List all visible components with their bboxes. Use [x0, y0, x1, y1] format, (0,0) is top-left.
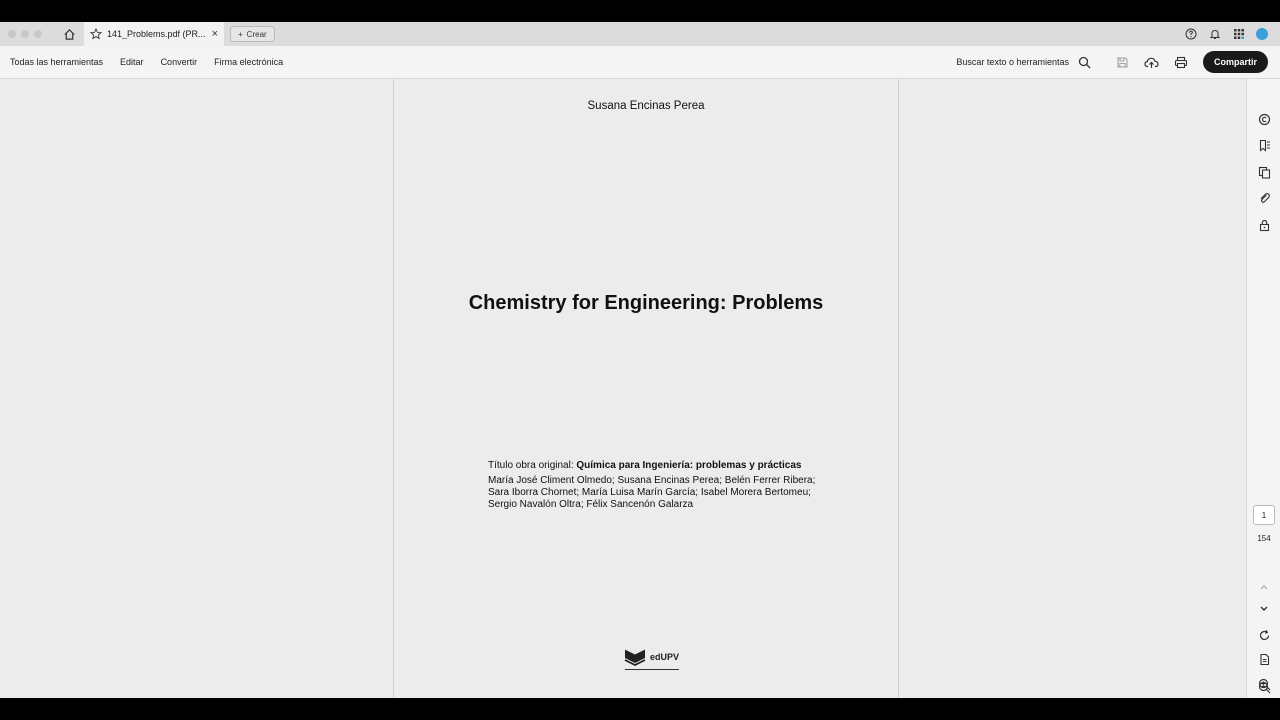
print-icon[interactable] [1173, 54, 1189, 70]
chevron-down-icon[interactable] [1256, 601, 1272, 617]
pages-thumbnail-icon[interactable] [1256, 164, 1272, 180]
tab-bar [0, 22, 1280, 46]
tools-menu [10, 57, 300, 67]
menu-e-signature[interactable]: Firma electrónica [214, 57, 284, 67]
bookmark-icon[interactable] [1256, 137, 1272, 153]
credits-block [488, 460, 828, 511]
home-icon[interactable] [58, 23, 80, 45]
create-label: Crear [246, 29, 267, 39]
document-tab[interactable] [84, 22, 224, 46]
upload-cloud-icon[interactable] [1144, 54, 1160, 70]
menu-convert[interactable]: Convertir [160, 57, 198, 67]
search-icon[interactable] [1077, 54, 1093, 70]
window-maximize-dot[interactable] [34, 30, 42, 38]
original-title-line [488, 460, 828, 472]
logo-divider [625, 669, 679, 670]
total-pages: 154 [1257, 534, 1271, 543]
window-close-dot[interactable] [8, 30, 16, 38]
toolbar-actions [956, 51, 1268, 73]
star-icon[interactable] [90, 28, 102, 40]
rotate-icon[interactable] [1256, 627, 1272, 643]
help-icon[interactable] [1184, 28, 1197, 41]
pdf-page[interactable] [393, 79, 899, 698]
original-title: Química para Ingeniería: problemas y prácticas [576, 460, 802, 471]
apps-grid-icon[interactable] [1232, 28, 1245, 41]
menu-edit[interactable]: Editar [120, 57, 144, 67]
window-minimize-dot[interactable] [21, 30, 29, 38]
save-icon[interactable] [1115, 54, 1131, 70]
edupv-book-icon [624, 647, 646, 667]
create-button[interactable] [230, 26, 275, 42]
tab-bar-actions [1184, 28, 1268, 41]
publisher-logo [624, 647, 679, 670]
user-avatar[interactable] [1256, 28, 1268, 40]
document-title: Chemistry for Engineering: Problems [468, 292, 824, 314]
lock-icon[interactable] [1256, 217, 1272, 233]
original-title-prefix: Título obra original: [488, 460, 577, 471]
close-tab-icon[interactable]: × [211, 28, 218, 40]
app-window [0, 22, 1280, 698]
right-tools-rail [1246, 79, 1280, 698]
share-button[interactable]: Compartir [1203, 51, 1268, 73]
page-author: Susana Encinas Perea [587, 100, 705, 112]
main-toolbar [0, 46, 1280, 79]
comment-icon[interactable] [1256, 111, 1272, 127]
document-viewer[interactable] [0, 79, 1246, 698]
zoom-out-icon[interactable] [1256, 680, 1272, 694]
publisher-name: edUPV [650, 652, 680, 662]
page-fit-icon[interactable] [1256, 651, 1272, 667]
plus-icon: + [238, 29, 243, 39]
bell-icon[interactable] [1208, 28, 1221, 41]
tab-title: 141_Problems.pdf (PR... [107, 29, 206, 39]
current-page-input[interactable]: 1 [1253, 505, 1275, 525]
menu-all-tools[interactable]: Todas las herramientas [10, 57, 104, 67]
chevron-up-icon[interactable] [1256, 579, 1272, 595]
authors-list: María José Climent Olmedo; Susana Encinas Perea; Belén Ferrer Ribera; Sara Iborra Chornet; María Luisa Marín García; Isabel Morera Bertomeu; Sergio Navalón Oltra; Félix Sancenón Galarza [488, 475, 816, 510]
search-tools-label[interactable]: Buscar texto o herramientas [956, 57, 1069, 67]
window-controls [8, 30, 48, 38]
attachment-icon[interactable] [1256, 190, 1272, 206]
